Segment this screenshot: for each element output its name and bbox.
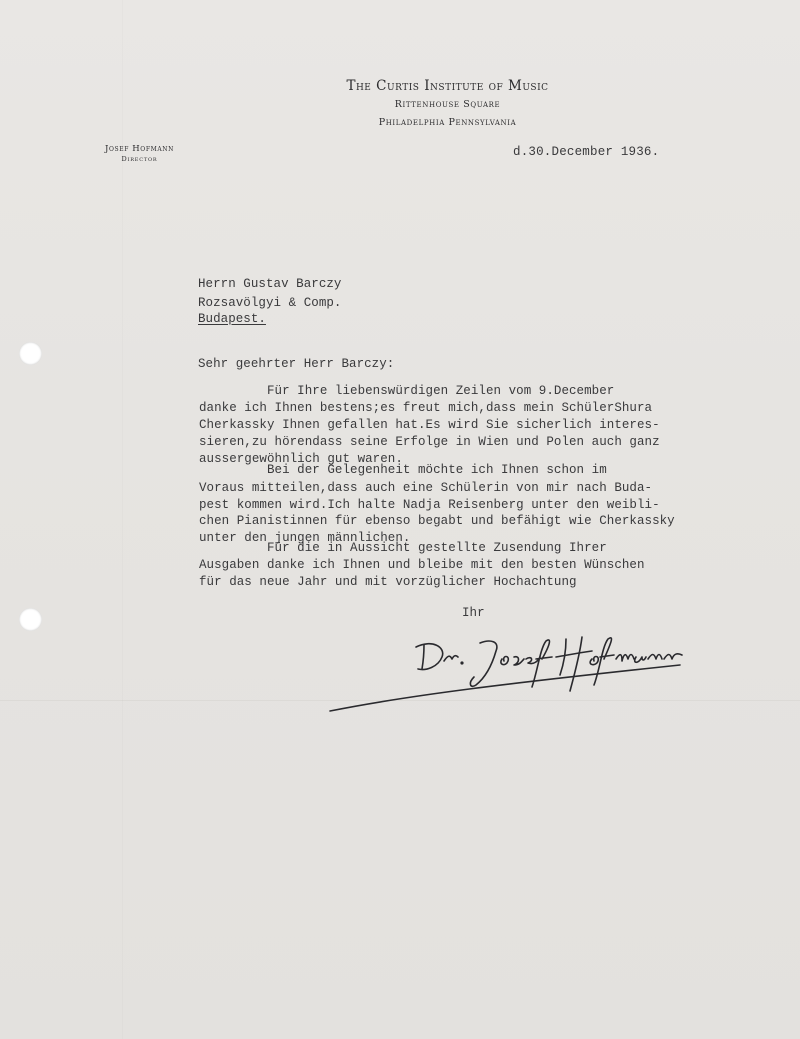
salutation: Sehr geehrter Herr Barczy: [198,357,395,371]
body-line: pest kommen wird.Ich halte Nadja Reisenberg unter den weibli- [199,498,660,512]
body-line: sieren,zu hörendass seine Erfolge in Wien und Polen auch ganz [199,435,660,449]
recipient-company: Rozsavölgyi & Comp. [198,296,342,310]
letterhead-address-line1: Rittenhouse Square [394,99,501,110]
director-name: Josef Hofmann [105,144,174,154]
body-line: chen Pianistinnen für ebenso begabt und befähigt wie Cherkassky [199,514,675,528]
letterhead-institution: The Curtis Institute of Music [346,78,549,94]
body-line: Cherkassky Ihnen gefallen hat.Es wird Sie sicherlich interes- [199,418,660,432]
body-line: Voraus mitteilen,dass auch eine Schülerin von mir nach Buda- [199,481,653,495]
director-title: Director [121,155,158,163]
punch-hole-top [19,342,42,365]
body-line: Für Ihre liebenswürdigen Zeilen vom 9.December [199,384,615,398]
recipient-name: Herrn Gustav Barczy [198,277,342,291]
closing: Ihr [462,606,485,620]
letterhead-address-line2: Philadelphia Pennsylvania [378,117,517,128]
body-line: Für die in Aussicht gestellte Zusendung Ihrer [199,541,607,555]
body-line: Bei der Gelegenheit möchte ich Ihnen schon im [199,463,607,477]
body-line: danke ich Ihnen bestens;es freut mich,dass mein SchülerShura [199,401,653,415]
recipient-city: Budapest. [198,312,266,326]
letter-date: d.30.December 1936. [513,145,660,159]
punch-hole-bottom [19,608,42,631]
body-line: für das neue Jahr und mit vorzüglicher Hochachtung [199,575,577,589]
letterhead-director [105,144,174,163]
body-line: Ausgaben danke ich Ihnen und bleibe mit den besten Wünschen [199,558,645,572]
body-line: unter den jungen männlichen. [199,531,411,545]
body-line: aussergewöhnlich gut waren. [199,452,403,466]
signature-icon [320,625,700,720]
